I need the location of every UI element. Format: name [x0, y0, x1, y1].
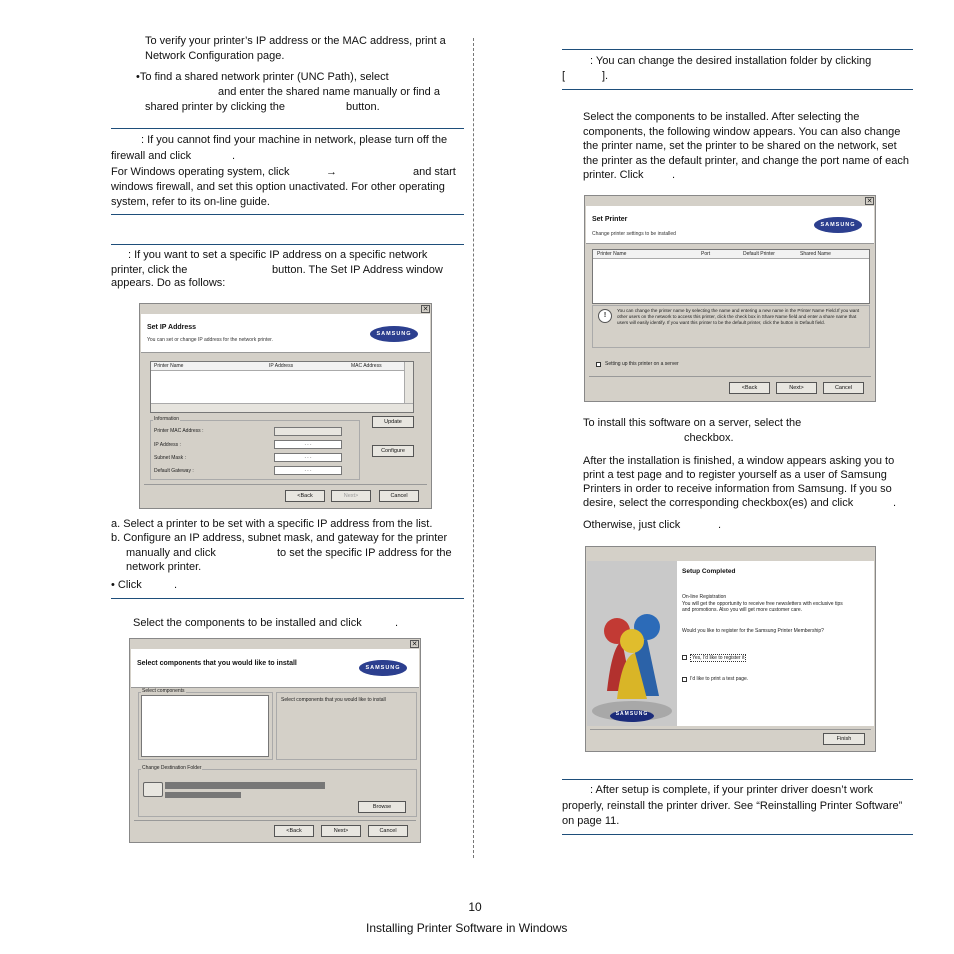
samsung-logo-text: SAMSUNG — [615, 711, 649, 717]
text-line: button. — [346, 101, 380, 113]
note-text: firewall and click — [111, 150, 192, 162]
text-line: To verify your printer’s IP address or the MAC address, print a — [145, 35, 446, 47]
note-text: button. The Set IP Address window — [272, 264, 443, 276]
body-text: the printer as the default printer, and change the port name of each — [583, 155, 909, 167]
arrow-icon: → — [326, 166, 337, 178]
column-divider — [473, 38, 474, 858]
step-text: network printer. — [126, 561, 202, 573]
body-text: print a test page and to register yourself as a user of Samsung — [583, 469, 887, 481]
footer-title: Installing Printer Software in Windows — [366, 921, 568, 935]
info-text: You can change the printer name by selecting the name and entering a new name in the Printer Name Field.If you want other users on the network to access this printer, click the check box in Share Name field and enter a share name that users will easily identify. If you want this printer to be the default printer, click the button in Default field. — [617, 308, 860, 325]
close-icon[interactable]: ✕ — [866, 198, 873, 205]
note-text: : You can change the desired installation folder by clicking — [590, 55, 872, 67]
note-text: printer, click the — [111, 264, 188, 276]
next-button[interactable]: Next> — [321, 825, 361, 837]
body-text: desire, select the corresponding checkbox(es) and click — [583, 497, 854, 509]
people-graphic-icon — [587, 561, 677, 726]
info-icon: ! — [598, 309, 612, 323]
update-button[interactable]: Update — [372, 416, 414, 428]
close-icon[interactable]: ✕ — [422, 306, 429, 313]
column-header[interactable]: IP Address — [269, 363, 294, 369]
step-text: manually and click — [126, 547, 216, 559]
body-text: Otherwise, just click — [583, 519, 681, 531]
column-header[interactable]: Shared Name — [800, 251, 831, 257]
cancel-button[interactable]: Cancel — [368, 825, 408, 837]
body-text: the printer name, set the printer to be shared on the network, set — [583, 140, 897, 152]
description-text: Select components that you would like to install — [281, 697, 386, 703]
destination-path — [165, 782, 325, 789]
ip-address-field[interactable]: . . . — [274, 440, 342, 449]
body-text: printer. Click — [583, 169, 644, 181]
note-text: system, refer to its on-line guide. — [111, 196, 270, 208]
divider — [111, 214, 464, 215]
note-text: : If you cannot find your machine in network, please turn off the — [141, 134, 448, 146]
samsung-logo: SAMSUNG — [370, 326, 418, 342]
registration-text: and promotions. Also you will get more customer care. — [682, 607, 803, 613]
field-label: IP Address : — [154, 442, 181, 448]
body-text: checkbox. — [684, 432, 734, 444]
info-panel — [592, 305, 870, 348]
folder-icon — [143, 782, 163, 797]
divider — [144, 484, 427, 485]
window-header — [131, 649, 419, 688]
step-text: . — [395, 617, 399, 629]
registration-question: Would you like to register for the Samsung Printer Membership? — [682, 628, 824, 634]
group-label: Change Destination Folder — [142, 765, 202, 771]
text-line: •To find a shared network printer (UNC Path), select — [136, 71, 389, 83]
page-number: 10 — [468, 900, 482, 914]
window-header — [141, 314, 430, 353]
note-text: ]. — [602, 70, 609, 82]
printer-list[interactable] — [150, 361, 414, 413]
body-text: To install this software on a server, select the — [583, 417, 802, 429]
configure-button[interactable]: Configure — [372, 445, 414, 457]
body-text: . — [893, 497, 897, 509]
checkbox-label: Setting up this printer on a server — [605, 361, 679, 367]
setup-illustration — [587, 561, 677, 726]
select-components-window — [129, 638, 421, 843]
body-text: . — [672, 169, 676, 181]
step-text: a. Select a printer to be set with a specific IP address from the list. — [111, 518, 433, 530]
step-text: b. Configure an IP address, subnet mask, and gateway for the printer — [111, 532, 448, 544]
divider — [562, 89, 913, 90]
divider — [562, 49, 913, 50]
register-checkbox[interactable] — [682, 655, 687, 660]
divider — [111, 244, 464, 245]
text-line: Network Configuration page. — [145, 50, 285, 62]
column-header[interactable]: MAC Address — [351, 363, 382, 369]
close-icon[interactable]: ✕ — [411, 641, 418, 648]
window-title: Select components that you would like to install — [137, 660, 297, 667]
setup-completed-window — [585, 546, 876, 752]
note-text: properly, reinstall the printer driver. See “Reinstalling Printer Software” — [562, 800, 903, 812]
mac-address-field — [274, 427, 342, 436]
body-text: Printers in order to receive information from Samsung. If you so — [583, 483, 892, 495]
body-text: components, the following window appears. You can also change — [583, 126, 901, 138]
body-text: After the installation is finished, a window appears asking you to — [583, 455, 895, 467]
note-text: windows firewall, and set this option unactivated. For other operating — [111, 181, 445, 193]
browse-button[interactable]: Browse — [358, 801, 406, 813]
destination-path — [165, 792, 241, 798]
server-checkbox[interactable] — [596, 362, 601, 367]
finish-button[interactable]: Finish — [823, 733, 865, 745]
cancel-button[interactable]: Cancel — [379, 490, 419, 502]
cancel-button[interactable]: Cancel — [823, 382, 864, 394]
printer-settings-list[interactable] — [592, 249, 870, 304]
window-subtitle: Change printer settings to be installed — [592, 231, 676, 237]
test-page-checkbox[interactable] — [682, 677, 687, 682]
subnet-mask-field[interactable]: . . . — [274, 453, 342, 462]
registration-text: You will get the opportunity to receive free newsletters with exclusive tips — [682, 601, 843, 607]
divider — [111, 128, 464, 129]
window-title: Set IP Address — [147, 324, 197, 331]
next-button[interactable]: Next> — [776, 382, 817, 394]
note-text: and start — [413, 166, 456, 178]
samsung-logo: SAMSUNG — [359, 660, 407, 676]
text-line: and enter the shared name manually or find a — [218, 86, 440, 98]
step-text: • Click — [111, 579, 142, 591]
note-text: [ — [562, 70, 566, 82]
checkbox-label: Yes, I'd like to register it — [692, 655, 745, 661]
divider — [590, 729, 871, 730]
group-label: Information — [154, 416, 180, 422]
column-header[interactable]: Port — [701, 251, 711, 257]
next-button[interactable]: Next> — [331, 490, 371, 502]
step-text: to set the specific IP address for the — [277, 547, 452, 559]
note-text: For Windows operating system, click — [111, 166, 290, 178]
step-text: . — [174, 579, 178, 591]
divider — [111, 598, 464, 599]
content-panel — [677, 561, 874, 726]
set-printer-window — [584, 195, 876, 402]
samsung-logo: SAMSUNG — [814, 217, 862, 233]
column-header[interactable]: Printer Name — [597, 251, 627, 257]
step-text: Select the components to be installed and click — [133, 617, 362, 629]
field-label: Default Gateway : — [154, 468, 194, 474]
back-button[interactable]: <Back — [729, 382, 770, 394]
divider — [562, 834, 913, 835]
note-text: : If you want to set a specific IP address on a specific network — [128, 249, 428, 261]
field-label: Printer MAC Address : — [154, 428, 204, 434]
field-label: Subnet Mask : — [154, 455, 186, 461]
note-text: : After setup is complete, if your printer driver doesn’t work — [590, 784, 874, 796]
scrollbar[interactable] — [151, 403, 413, 412]
window-subtitle: You can set or change IP address for the network printer. — [147, 337, 273, 343]
set-ip-window — [139, 303, 432, 509]
registration-heading: On-line Registration — [682, 594, 727, 600]
divider — [562, 779, 913, 780]
components-list[interactable] — [141, 695, 269, 757]
column-header[interactable]: Printer Name — [154, 363, 184, 369]
divider — [589, 376, 871, 377]
default-gateway-field[interactable]: . . . — [274, 466, 342, 475]
window-header — [586, 206, 874, 244]
window-title: Set Printer — [592, 216, 628, 223]
body-text: . — [718, 519, 722, 531]
group-label: Select components — [142, 688, 185, 694]
back-button[interactable]: <Back — [285, 490, 325, 502]
divider — [134, 820, 416, 821]
text-line: shared printer by clicking the — [145, 101, 286, 113]
note-text: on page 11. — [562, 815, 620, 827]
window-title: Setup Completed — [682, 568, 736, 575]
column-header[interactable]: Default Printer — [743, 251, 775, 257]
back-button[interactable]: <Back — [274, 825, 314, 837]
note-text: appears. Do as follows: — [111, 277, 226, 289]
note-text: . — [232, 150, 236, 162]
checkbox-label: I'd like to print a test page. — [690, 676, 749, 682]
body-text: Select the components to be installed. After selecting the — [583, 111, 860, 123]
